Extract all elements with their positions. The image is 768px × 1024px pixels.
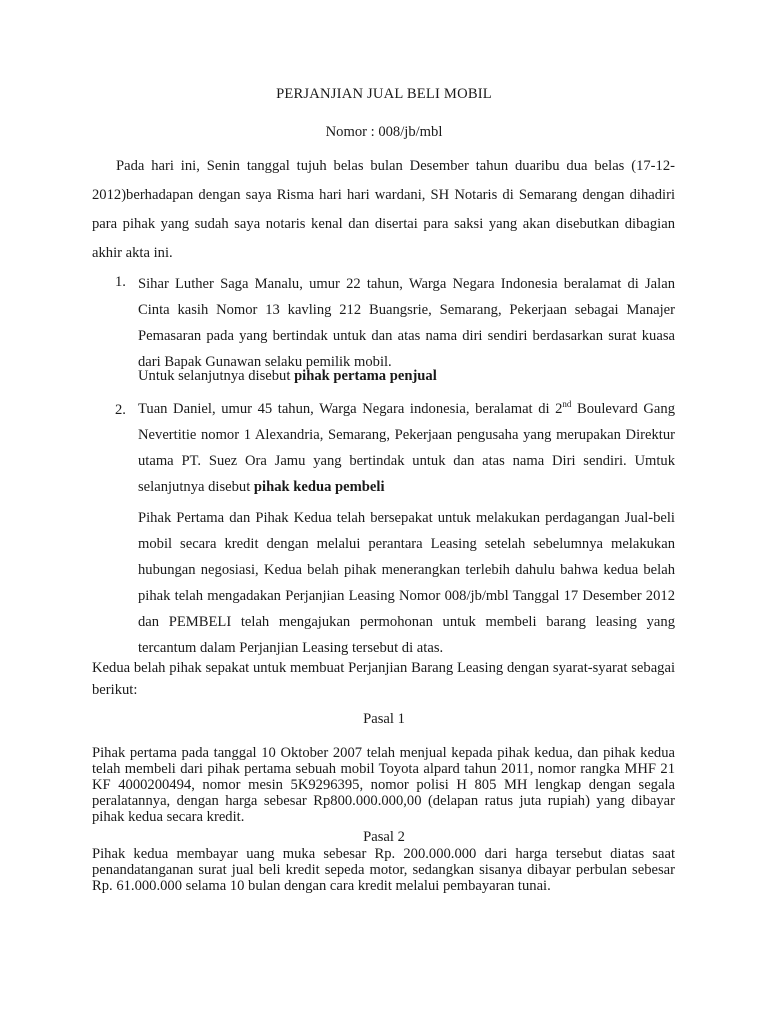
- party1-designation-bold: pihak pertama penjual: [294, 368, 437, 384]
- party2-text-a: Tuan Daniel, umur 45 tahun, Warga Negara indonesia, beralamat di 2: [138, 401, 563, 417]
- party1-number: 1.: [115, 274, 126, 290]
- party1-designation: [138, 368, 437, 385]
- party2-designation-bold: pihak kedua pembeli: [253, 479, 385, 495]
- party2-paragraph: [138, 396, 675, 500]
- agreement-paragraph: Pihak Pertama dan Pihak Kedua telah bersepakat untuk melakukan perdagangan Jual-beli mobil secara kredit dengan melalui perantara Leasing setelah sebelumnya melakukan hubungan negosiasi, Kedua belah pihak menerangkan terlebih dahulu bahwa kedua belah pihak telah mengadakan Perjanjian Leasing Nomor 008/jb/mbl Tanggal 17 Desember 2012 dan PEMBELI telah mengajukan permohonan untuk membeli barang leasing yang tercantum dalam Perjanjian Leasing tersebut di atas.: [138, 510, 675, 656]
- opening-paragraph: Pada hari ini, Senin tanggal tujuh belas bulan Desember tahun duaribu dua belas (17-12-2012)berhadapan dengan saya Risma hari hari wardani, SH Notaris di Semarang dengan dihadiri para pihak yang sudah saya notaris kenal dan disertai para saksi yang akan disebutkan dibagian akhir akta ini.: [92, 158, 675, 261]
- pasal2-paragraph: Pihak kedua membayar uang muka sebesar Rp. 200.000.000 dari harga tersebut diatas saat penandatanganan surat jual beli kredit sepeda motor, sedangkan sisanya dibayar perbulan sebesar Rp. 61.000.000 selama 10 bulan dengan cara kredit melalui pembayaran tunai.: [92, 846, 675, 894]
- terms-intro: Kedua belah pihak sepakat untuk membuat Perjanjian Barang Leasing dengan syarat-syarat sebagai berikut:: [92, 660, 675, 698]
- party2-superscript: nd: [562, 399, 572, 410]
- pasal1-title: Pasal 1: [363, 711, 405, 727]
- pasal2-title: Pasal 2: [363, 829, 405, 845]
- party2-number: 2.: [115, 402, 126, 418]
- document-title: PERJANJIAN JUAL BELI MOBIL: [276, 86, 492, 102]
- document-number: Nomor : 008/jb/mbl: [325, 124, 443, 140]
- pasal1-paragraph: Pihak pertama pada tanggal 10 Oktober 2007 telah menjual kepada pihak kedua, dan pihak kedua telah membeli dari pihak pertama sebuah mobil Toyota alpard tahun 2011, nomor rangka MHF 21 KF 4000200494, nomor mesin 5K9296395, nomor polisi H 805 MH lengkap dengan segala peralatannya, dengan harga sebesar Rp800.000.000,00 (delapan ratus juta rupiah) yang dibayar pihak kedua secara kredit.: [92, 745, 675, 825]
- party1-paragraph: Sihar Luther Saga Manalu, umur 22 tahun, Warga Negara Indonesia beralamat di Jalan Cinta kasih Nomor 13 kavling 212 Buangsrie, Semarang, Pekerjaan sebagai Manajer Pemasaran pada yang bertindak untuk dan atas nama diri sendiri berdasarkan surat kuasa dari Bapak Gunawan selaku pemilik mobil.: [138, 276, 675, 370]
- party2-text-b: Boulevard Gang Nevertitie nomor 1 Alexandria, Semarang, Pekerjaan pengusaha yang merupakan Direktur utama PT. Suez Ora Jamu yang bertindak untuk dan atas nama Diri sendiri. Umtuk selanjutnya disebut: [138, 401, 675, 495]
- party1-designation-prefix: Untuk selanjutnya disebut: [138, 368, 295, 384]
